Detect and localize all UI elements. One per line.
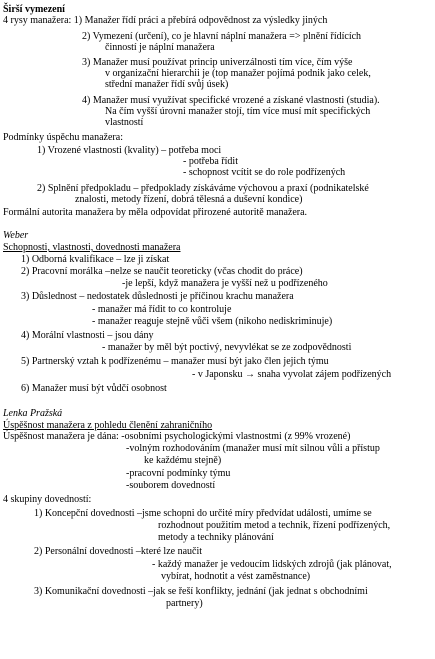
list-item: 2) Pracovní morálka –nelze se naučit teoreticky (včas chodit do práce) [21,266,303,277]
list-subitem: - manažer reaguje stejně vůči všem (nikoho nediskriminuje) [92,316,333,327]
list-item: 6) Manažer musí být vůdčí osobnost [21,383,167,394]
text-line: Na čím vyšší úrovni manažer stojí, tím více musí mít specifických [105,106,371,117]
list-item: 3) Komunikační dovednosti –jak se řeší konflikty, jednání (jak jednat s obchodními [34,586,368,597]
text-line: Podmínky úspěchu manažera: [3,132,123,143]
section-title: Širší vymezení [3,4,65,15]
list-item: 2) Splnění předpokladu – předpoklady získáváme výchovou a praxí (podnikatelské [37,183,369,194]
list-item: 3) Důslednost – nedostatek důslednosti je příčinou krachu manažera [21,291,294,302]
list-subitem: - v Japonsku → snaha vyvolat zájem podřízených [192,369,392,380]
text-line: Formální autorita manažera by měla odpovídat přirozené autoritě manažera. [3,207,308,218]
list-item: 5) Partnerský vztah k podřízenému – manažer musí být jako člen jejich týmu [21,356,329,367]
list-subitem: - manažer má řídit to co kontroluje [92,304,232,315]
text-line: 4 skupiny dovedností: [3,494,92,505]
text-line: metody a techniky plánování [158,532,274,543]
list-item: 4) Morální vlastnosti – jsou dány [21,330,154,341]
text-line: vybírat, hodnotit a vést zaměstnance) [161,571,311,582]
text-line: v organizační hierarchii je (top manažer pojímá podnik jako celek, [105,68,371,79]
list-item: 1) Koncepční dovednosti –jsme schopni do určité míry předvídat události, umíme se [34,508,372,519]
text-line: znalosti, metody řízení, dobrá tělesná a duševní kondice) [75,194,303,205]
section-heading: Schopnosti, vlastnosti, dovednosti manažera [3,242,181,253]
list-subitem: - potřeba řídit [183,156,238,167]
list-subitem: - manažer by měl být poctivý, nevyvlékat se ze zodpovědnosti [102,342,352,353]
text-line: 4) Manažer musí využívat specifické vrozené a získané vlastnosti (studia). [82,95,380,106]
text-line: činností je náplní manažera [105,42,215,53]
author-name: Weber [3,230,29,241]
list-item: 1) Odborná kvalifikace – lze ji získat [21,254,170,265]
text-line: 4 rysy manažera: 1) Manažer řídí práci a přebírá odpovědnost za výsledky jiných [3,15,328,26]
text-line: ke každému stejně) [144,455,222,466]
text-line: vlastností [105,117,144,128]
text-line: rozhodnout použitím metod a technik, řízení podřízených, [158,520,391,531]
text-line: 2) Vymezení (určení), co je hlavní náplní manažera => plnění řídících [82,31,362,42]
text-line: 3) Manažer musí používat princip univerzálnosti tím více, čím výše [82,57,353,68]
list-subitem: -volným rozhodováním (manažer musí mít silnou vůli a přístup [126,443,380,454]
list-item: 2) Personální dovednosti –které lze naučit [34,546,203,557]
text-line: partnery) [166,598,203,609]
list-item: 1) Vrozené vlastnosti (kvality) – potřeba moci [37,145,222,156]
list-subitem: - schopnost vcítit se do role podřízených [183,167,346,178]
list-subitem: -je lepší, když manažera je vyšší než u podřízeného [122,278,328,289]
list-subitem: - každý manažer je vedoucím lidských zdrojů (jak plánovat, [152,559,392,570]
text-line: střední manažer řídí svůj úsek) [105,79,229,90]
author-name: Lenka Pražská [3,408,63,419]
list-subitem: -pracovní podmínky týmu [126,468,231,479]
text-line: Úspěšnost manažera je dána: -osobními psychologickými vlastnostmi (z 99% vrozené) [3,431,351,442]
section-heading: Úspěšnost manažera z pohledu členění zahraničního [3,420,213,431]
list-subitem: -souborem dovedností [126,480,216,491]
